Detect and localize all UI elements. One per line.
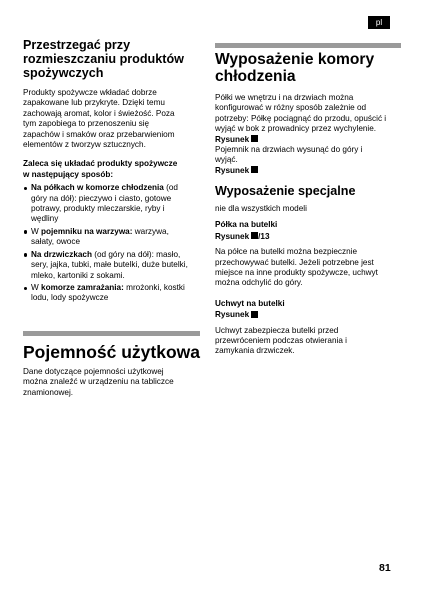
capacity-paragraph: Dane dotyczące pojemności użytkowej można znaleźć w urządzeniu na tabliczce znamionowej. [23, 367, 174, 397]
special-equipment-note: nie dla wszystkich modeli [215, 204, 307, 213]
storage-section [23, 38, 195, 306]
fridge-equipment-section [215, 43, 401, 176]
capacity-heading: Pojemność użytkowa [23, 342, 200, 362]
storage-paragraph: Produkty spożywcze wkładać dobrze zapakowane lub przykryte. Dzięki temu zachowają aromat, kolor i świeżość. Poza tym zapobiega to przenoszeniu się zapachów i smaków oraz przebarwieniom elementów z tworzyw sztucznych. [23, 88, 175, 150]
bullet-marker [24, 187, 27, 190]
bullet-text: (od góry na dół): pieczywo i ciasto, gotowe potrawy, produkty mleczarskie, ryby i wędliny [31, 183, 178, 224]
bullet-prefix: W [31, 226, 42, 236]
figure-label: Rysunek [215, 134, 250, 144]
list-item [23, 250, 193, 281]
fridge-equipment-heading: Wyposażenie komory chłodzenia [215, 51, 375, 85]
bullet-text: (od góry na dół): masło, sery, jajka, tubki, małe butelki, duże butelki, mleko, kartoniki z sokami. [31, 249, 188, 280]
bottle-holder-title: Uchwyt na butelki [215, 298, 285, 308]
bottle-holder-paragraph: Uchwyt zabezpiecza butelki przed przewróceniem podczas otwierania i zamykania drzwiczek. [215, 325, 347, 356]
list-item [23, 227, 193, 248]
list-item [23, 183, 193, 225]
storage-intro: Zaleca się układać produkty spożywcze w następujący sposób: [23, 159, 178, 179]
section-divider [215, 43, 401, 48]
figure-number-marker [251, 166, 258, 173]
figure-number-marker [251, 135, 258, 142]
bullet-lead: komorze zamrażania: [41, 282, 124, 292]
door-figure-ref [215, 166, 387, 176]
special-equipment-heading: Wyposażenie specjalne [215, 184, 356, 198]
figure-label: Rysunek [215, 165, 250, 175]
figure-suffix: /13 [258, 231, 270, 241]
language-badge: pl [368, 16, 390, 29]
shelves-paragraph [215, 93, 387, 145]
bottle-shelf-paragraph: Na półce na butelki można bezpiecznie przechowywać butelki. Jeżeli potrzebne jest miejsce na inne produkty spożywcze, uchwyt można odchylić do góry. [215, 247, 378, 288]
bullet-lead: Na drzwiczkach [31, 249, 92, 259]
list-item [23, 283, 193, 304]
capacity-section [23, 331, 200, 398]
bottle-shelf-figure-ref [215, 232, 401, 242]
bullet-marker [24, 287, 27, 290]
storage-heading: Przestrzegać przy rozmieszczaniu produktów spożywczych [23, 38, 184, 80]
bullet-marker [24, 230, 27, 233]
page-number: 81 [379, 562, 391, 574]
bullet-prefix: W [31, 282, 42, 292]
bullet-lead: pojemniku na warzywa: [41, 226, 133, 236]
special-equipment-section [215, 184, 401, 357]
shelves-text: Półki we wnętrzu i na drzwiach można konfigurować w różny sposób zależnie od potrzeby: Półkę pociągnąć do przodu, opuścić i wyjąć w bok z prowadnicy przez wychylenie. [215, 93, 387, 134]
bullet-text: mrożonki, kostki lodu, lody spożywcze [31, 282, 185, 303]
bullet-text: warzywa, sałaty, owoce [31, 226, 169, 247]
bottle-holder-figure-ref [215, 310, 401, 320]
door-paragraph: Pojemnik na drzwiach wysunąć do góry i wyjąć. [215, 145, 363, 165]
section-divider [23, 331, 200, 336]
figure-number-marker [251, 311, 258, 318]
figure-label: Rysunek [215, 310, 250, 320]
bottle-shelf-title: Półka na butelki [215, 220, 278, 230]
bullet-marker [24, 253, 27, 256]
figure-label: Rysunek [215, 231, 250, 241]
storage-list [23, 183, 195, 303]
bullet-lead: Na półkach w komorze chłodzenia [31, 183, 164, 193]
